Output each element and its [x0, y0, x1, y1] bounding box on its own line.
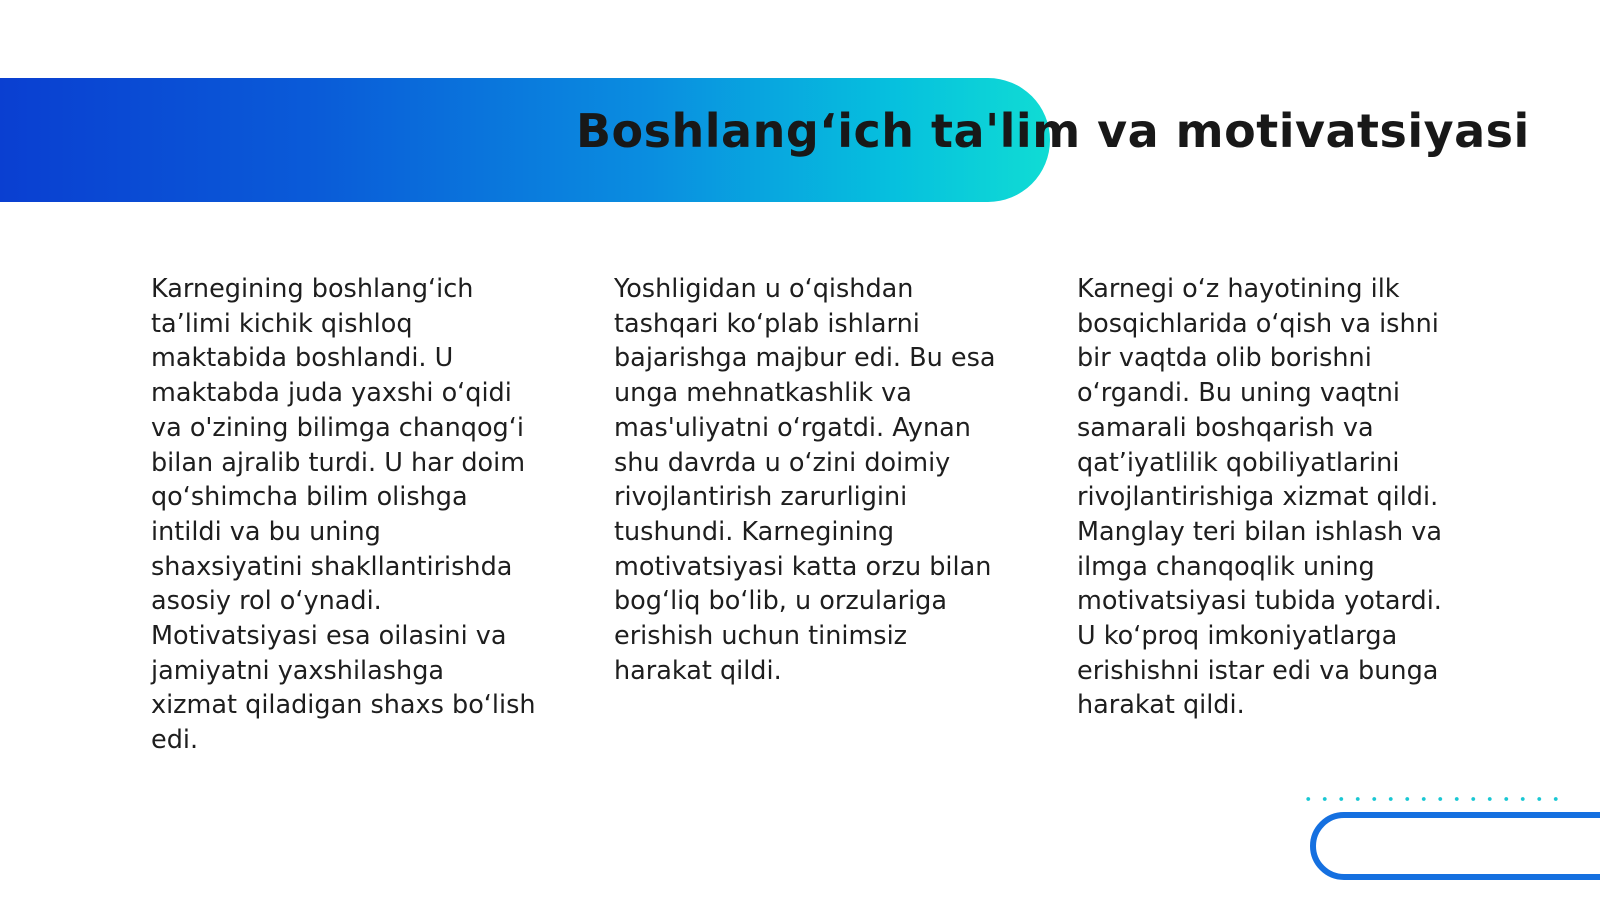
decorative-pill-outline [1310, 812, 1600, 880]
slide-title: Boshlang‘ich ta'lim va motivatsiyasi [576, 104, 1530, 158]
decorative-dots [1300, 796, 1570, 802]
text-column-1: Karnegining boshlang‘ich ta’limi kichik qishloq maktabida boshlandi. U maktabda juda yaxshi o‘qidi va o'zining bilimga chanqog‘i bilan ajralib turdi. U har doim qo‘shimcha bilim olishga intildi va bu uning shaxsiyatini shakllantirishda asosiy rol o‘ynadi. Motivatsiyasi esa oilasini va jamiyatni yaxshilashga xizmat qiladigan shaxs bo‘lish edi. [151, 274, 536, 756]
text-column-2: Yoshligidan u o‘qishdan tashqari ko‘plab ishlarni bajarishga majbur edi. Bu esa unga mehnatkashlik va mas'uliyatni o‘rgatdi. Aynan shu davrda u o‘zini doimiy rivojlantirish zarurligini tushundi. Karnegining motivatsiyasi katta orzu bilan bog‘liq bo‘lib, u orzulariga erishish uchun tinimsiz harakat qildi. [614, 274, 996, 686]
text-column-3: Karnegi o‘z hayotining ilk bosqichlarida o‘qish va ishni bir vaqtda olib borishni o‘rgandi. Bu uning vaqtni samarali boshqarish va qat’iyatlilik qobiliyatlarini rivojlantirishiga xizmat qildi. Manglay teri bilan ishlash va ilmga chanqoqlik uning motivatsiyasi tubida yotardi. U ko‘proq imkoniyatlarga erishishni istar edi va bunga harakat qildi. [1077, 274, 1443, 721]
